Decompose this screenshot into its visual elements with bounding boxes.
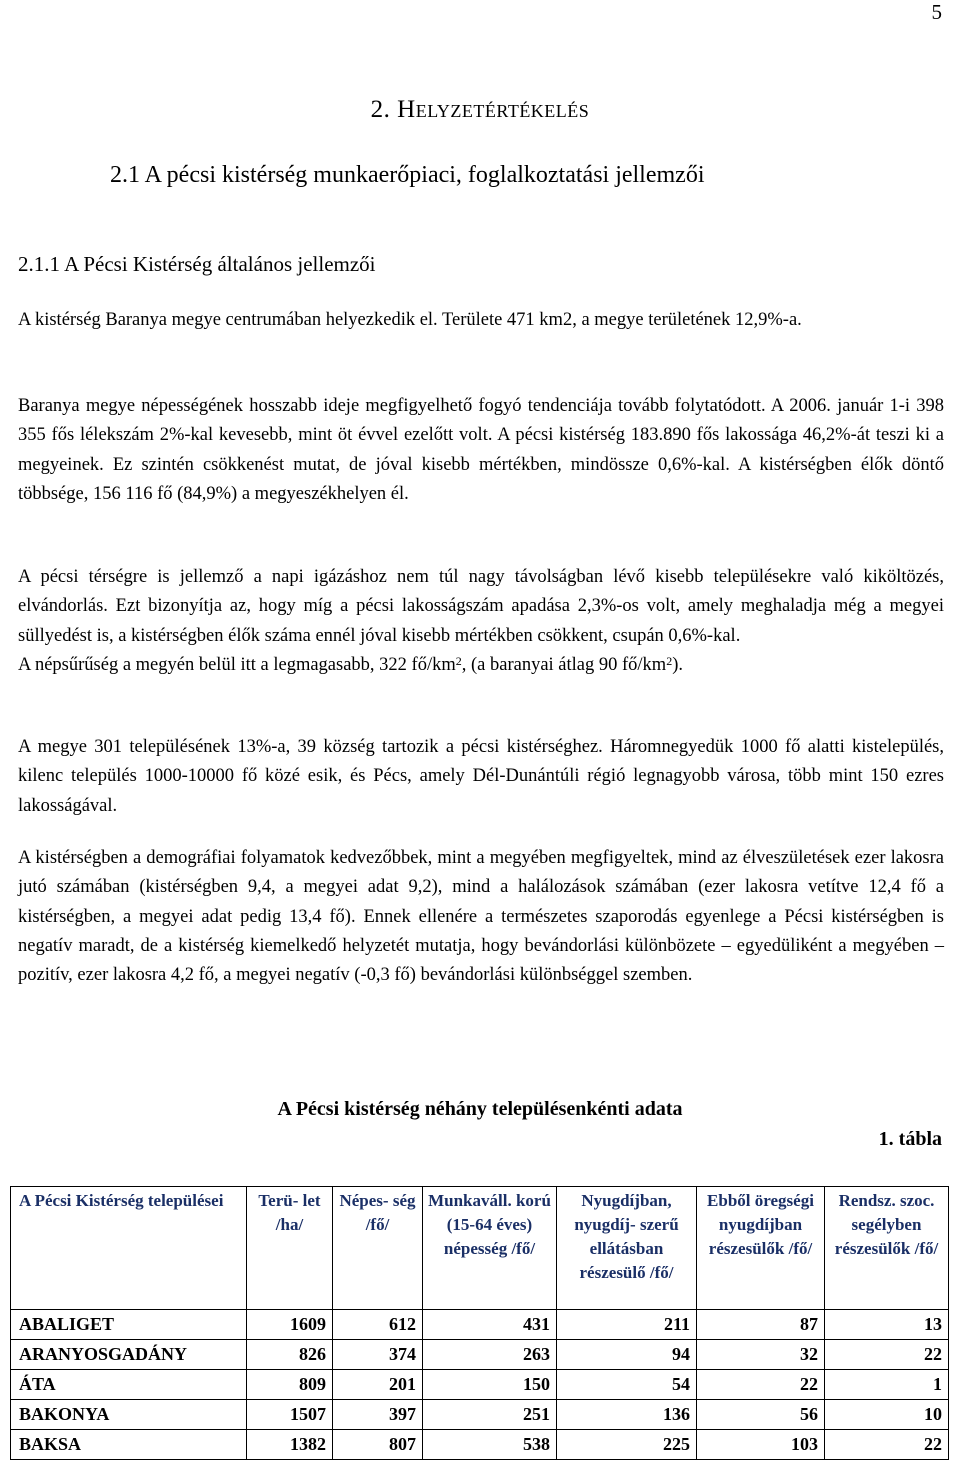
paragraph-migration-text: A pécsi térségre is jellemző a napi igázáshoz nem túl nagy távolságban lévő kisebb településekre való kiköltözés, elvándorlás. Ezt bizonyítja az, hogy míg a pécsi lakosságszám apadása 2,3%-os volt, amely meghaladja még a megyei süllyedést is, a kistérségben élők száma ennél jóval kisebb mértékben csökkent, csupán 0,6%-kal.	[18, 567, 944, 646]
table-cell: 87	[697, 1310, 825, 1340]
paragraph-settlements: A megye 301 településének 13%-a, 39 község tartozik a pécsi kistérséghez. Háromnegyedük 1000 fő alatti kistelepülés, kilenc település 1000-10000 fő közé esik, és Pécs, amely Dél-Dunántúli régió legnagyobb városa, több mint 150 ezres lakosságával.	[18, 737, 944, 816]
column-header-area: Terü- let /ha/	[247, 1187, 333, 1310]
table-cell: 809	[247, 1370, 333, 1400]
table-row	[11, 1340, 949, 1370]
table-cell: 32	[697, 1340, 825, 1370]
table-cell: 103	[697, 1430, 825, 1460]
table-header-row	[11, 1187, 949, 1310]
table-cell: 201	[333, 1370, 423, 1400]
paragraph-location: A kistérség Baranya megye centrumában helyezkedik el. Területe 471 km2, a megye területének 12,9%-a.	[18, 310, 802, 330]
table-cell: 10	[825, 1400, 949, 1430]
table-cell: ABALIGET	[11, 1310, 247, 1340]
column-header-social-aid: Rendsz. szoc. segélyben részesülők /fő/	[825, 1187, 949, 1310]
table-number: 1. tábla	[878, 1128, 942, 1150]
table-cell: 263	[423, 1340, 557, 1370]
page-number: 5	[931, 0, 942, 24]
table-cell: ÁTA	[11, 1370, 247, 1400]
table-cell: 22	[825, 1340, 949, 1370]
table-row	[11, 1430, 949, 1460]
paragraph-demography: A kistérségben a demográfiai folyamatok kedvezőbbek, mint a megyében megfigyeltek, mind az élveszületések ezer lakosra jutó számában (kistérségben 9,4, a megyei adat 9,2), mind a halálozások számában (ezer lakosra vetítve 12,4 fő a kistérségben, a megyei adat pedig 13,4 fő). Ennek ellenére a természetes szaporodás egyenlege a Pécsi kistérségben is negatív maradt, de a kistérség kiemelkedő helyzetét mutatja, hogy bevándorlási különbözete – egyedüliként a megyében – pozitív, ezer lakosra 4,2 fő, a megyei negatív (-0,3 fő) bevándorlási különbséggel szemben.	[18, 848, 944, 986]
table-cell: BAKSA	[11, 1430, 247, 1460]
table-cell: 1	[825, 1370, 949, 1400]
table-cell: 13	[825, 1310, 949, 1340]
column-header-pensioners: Nyugdíjban, nyugdíj- szerű ellátásban részesülő /fő/	[557, 1187, 697, 1310]
section-heading	[0, 96, 960, 124]
table-cell: BAKONYA	[11, 1400, 247, 1430]
column-header-old-age-pensioners: Ebből öregségi nyugdíjban részesülők /fő/	[697, 1187, 825, 1310]
table-cell: 374	[333, 1340, 423, 1370]
paragraph-population: Baranya megye népességének hosszabb ideje megfigyelhető fogyó tendenciája tovább folytatódott. A 2006. január 1-i 398 355 fős lélekszám 2%-kal kevesebb, mint öt évvel ezelőtt volt. A pécsi kistérség 183.890 fős lakossága 46,2%-át teszi ki a megyeinek. Ez szintén csökkenést mutat, de jóval kisebb mértékben, mindössze 0,6%-kal. A kistérségben élők döntő többsége, 156 116 fő (84,9%) a megyeszékhelyen él.	[18, 396, 944, 504]
table-cell: 397	[333, 1400, 423, 1430]
table-cell: 612	[333, 1310, 423, 1340]
table-cell: 94	[557, 1340, 697, 1370]
table-cell: 1382	[247, 1430, 333, 1460]
table-cell: 211	[557, 1310, 697, 1340]
column-header-settlements: A Pécsi Kistérség települései	[11, 1187, 247, 1310]
settlement-data-table	[10, 1186, 949, 1460]
table-cell: 136	[557, 1400, 697, 1430]
table-cell: 1507	[247, 1400, 333, 1430]
paragraph-density: A népsűrűség a megyén belül itt a legmagasabb, 322 $fő/km^2$, (a baranyai átlag 90 $fő/km^2$).	[18, 653, 683, 675]
table-row	[11, 1370, 949, 1400]
table-cell: 225	[557, 1430, 697, 1460]
table-cell: 538	[423, 1430, 557, 1460]
table-cell: 431	[423, 1310, 557, 1340]
table-row	[11, 1400, 949, 1430]
paragraph-migration	[18, 563, 944, 680]
table-cell: 251	[423, 1400, 557, 1430]
table-cell: 807	[333, 1430, 423, 1460]
section-title: Helyzetértékelés	[397, 96, 590, 123]
table-cell: 22	[825, 1430, 949, 1460]
column-header-population: Népes- ség /fő/	[333, 1187, 423, 1310]
table-row	[11, 1310, 949, 1340]
section-number: 2.	[370, 96, 391, 123]
table-title: A Pécsi kistérség néhány településenkénti adata	[277, 1098, 683, 1120]
subsubsection-heading: 2.1.1 A Pécsi Kistérség általános jellemzői	[18, 252, 376, 276]
subsection-heading: 2.1 A pécsi kistérség munkaerőpiaci, foglalkoztatási jellemzői	[110, 162, 705, 188]
table-cell: 54	[557, 1370, 697, 1400]
table-cell: ARANYOSGADÁNY	[11, 1340, 247, 1370]
column-header-working-age: Munkaváll. korú (15-64 éves) népesség /fő/	[423, 1187, 557, 1310]
table-cell: 56	[697, 1400, 825, 1430]
table-cell: 22	[697, 1370, 825, 1400]
table-cell: 1609	[247, 1310, 333, 1340]
table-cell: 150	[423, 1370, 557, 1400]
table-cell: 826	[247, 1340, 333, 1370]
